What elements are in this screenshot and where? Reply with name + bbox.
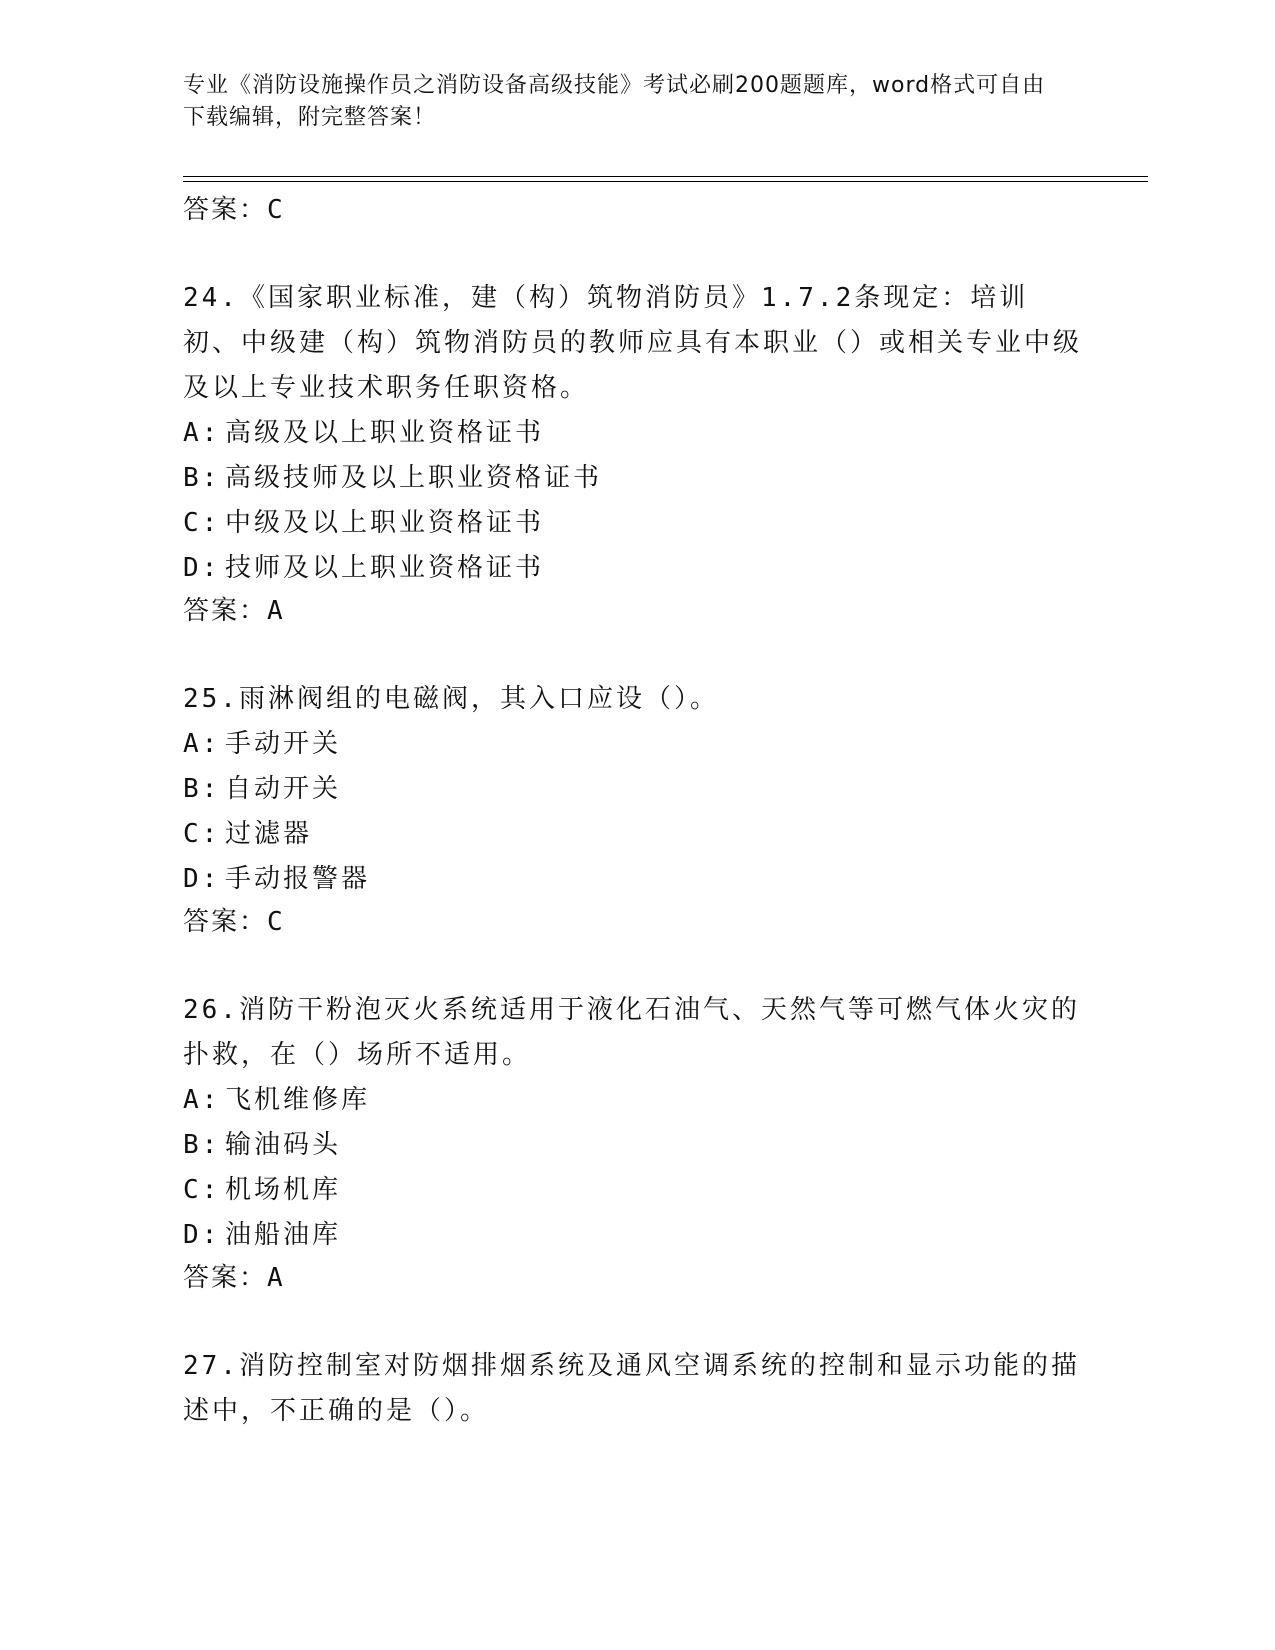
option-b: [183, 1123, 1083, 1168]
option-key: A:: [183, 418, 221, 448]
option-a: [183, 1078, 1083, 1123]
option-key: B:: [183, 774, 221, 804]
option-text: 中级及以上职业资格证书: [225, 508, 545, 538]
option-key: A:: [183, 1085, 221, 1115]
option-text: 手动报警器: [225, 864, 371, 894]
option-text: 飞机维修库: [225, 1085, 371, 1115]
answer-line: 答案：C: [183, 195, 285, 225]
option-d: [183, 546, 1083, 591]
option-text: 自动开关: [225, 774, 342, 804]
option-a: [183, 722, 1083, 767]
document-header: 专业《消防设施操作员之消防设备高级技能》考试必刷200题题库，word格式可自由下载编辑，附完整答案！: [183, 73, 1046, 130]
question-list: [183, 190, 1083, 1434]
option-key: C:: [183, 508, 221, 538]
option-key: C:: [183, 1175, 221, 1205]
header-rule-bottom: [183, 181, 1148, 182]
option-key: B:: [183, 463, 221, 493]
option-c: [183, 1168, 1083, 1213]
question-text: 27.消防控制室对防烟排烟系统及通风空调系统的控制和显示功能的描述中，不正确的是（）。: [183, 1351, 1080, 1426]
option-a: [183, 411, 1083, 456]
header-rule-top: [183, 176, 1148, 177]
option-text: 高级技师及以上职业资格证书: [225, 463, 603, 493]
option-text: 过滤器: [225, 819, 313, 849]
option-text: 手动开关: [225, 729, 342, 759]
answer-line: 答案：C: [183, 907, 285, 937]
option-c: [183, 812, 1083, 857]
option-d: [183, 857, 1083, 902]
option-text: 输油码头: [225, 1130, 342, 1160]
option-b: [183, 456, 1083, 501]
answer-line: 答案：A: [183, 596, 285, 626]
option-key: C:: [183, 819, 221, 849]
option-key: D:: [183, 864, 221, 894]
option-text: 高级及以上职业资格证书: [225, 418, 545, 448]
option-text: 技师及以上职业资格证书: [225, 553, 545, 583]
option-key: B:: [183, 1130, 221, 1160]
option-text: 机场机库: [225, 1175, 342, 1205]
question-text: 24.《国家职业标准，建（构）筑物消防员》1.7.2条现定：培训初、中级建（构）筑物消防员的教师应具有本职业（）或相关专业中级及以上专业技术职务任职资格。: [183, 283, 1083, 403]
option-text: 油船油库: [225, 1220, 342, 1250]
option-key: A:: [183, 729, 221, 759]
question-text: 26.消防干粉泡灭火系统适用于液化石油气、天然气等可燃气体火灾的扑救，在（）场所不适用。: [183, 995, 1080, 1070]
option-c: [183, 501, 1083, 546]
option-d: [183, 1213, 1083, 1258]
option-key: D:: [183, 1220, 221, 1250]
question-text: 25.雨淋阀组的电磁阀，其入口应设（）。: [183, 684, 719, 714]
answer-line: 答案：A: [183, 1263, 285, 1293]
option-b: [183, 767, 1083, 812]
option-key: D:: [183, 553, 221, 583]
